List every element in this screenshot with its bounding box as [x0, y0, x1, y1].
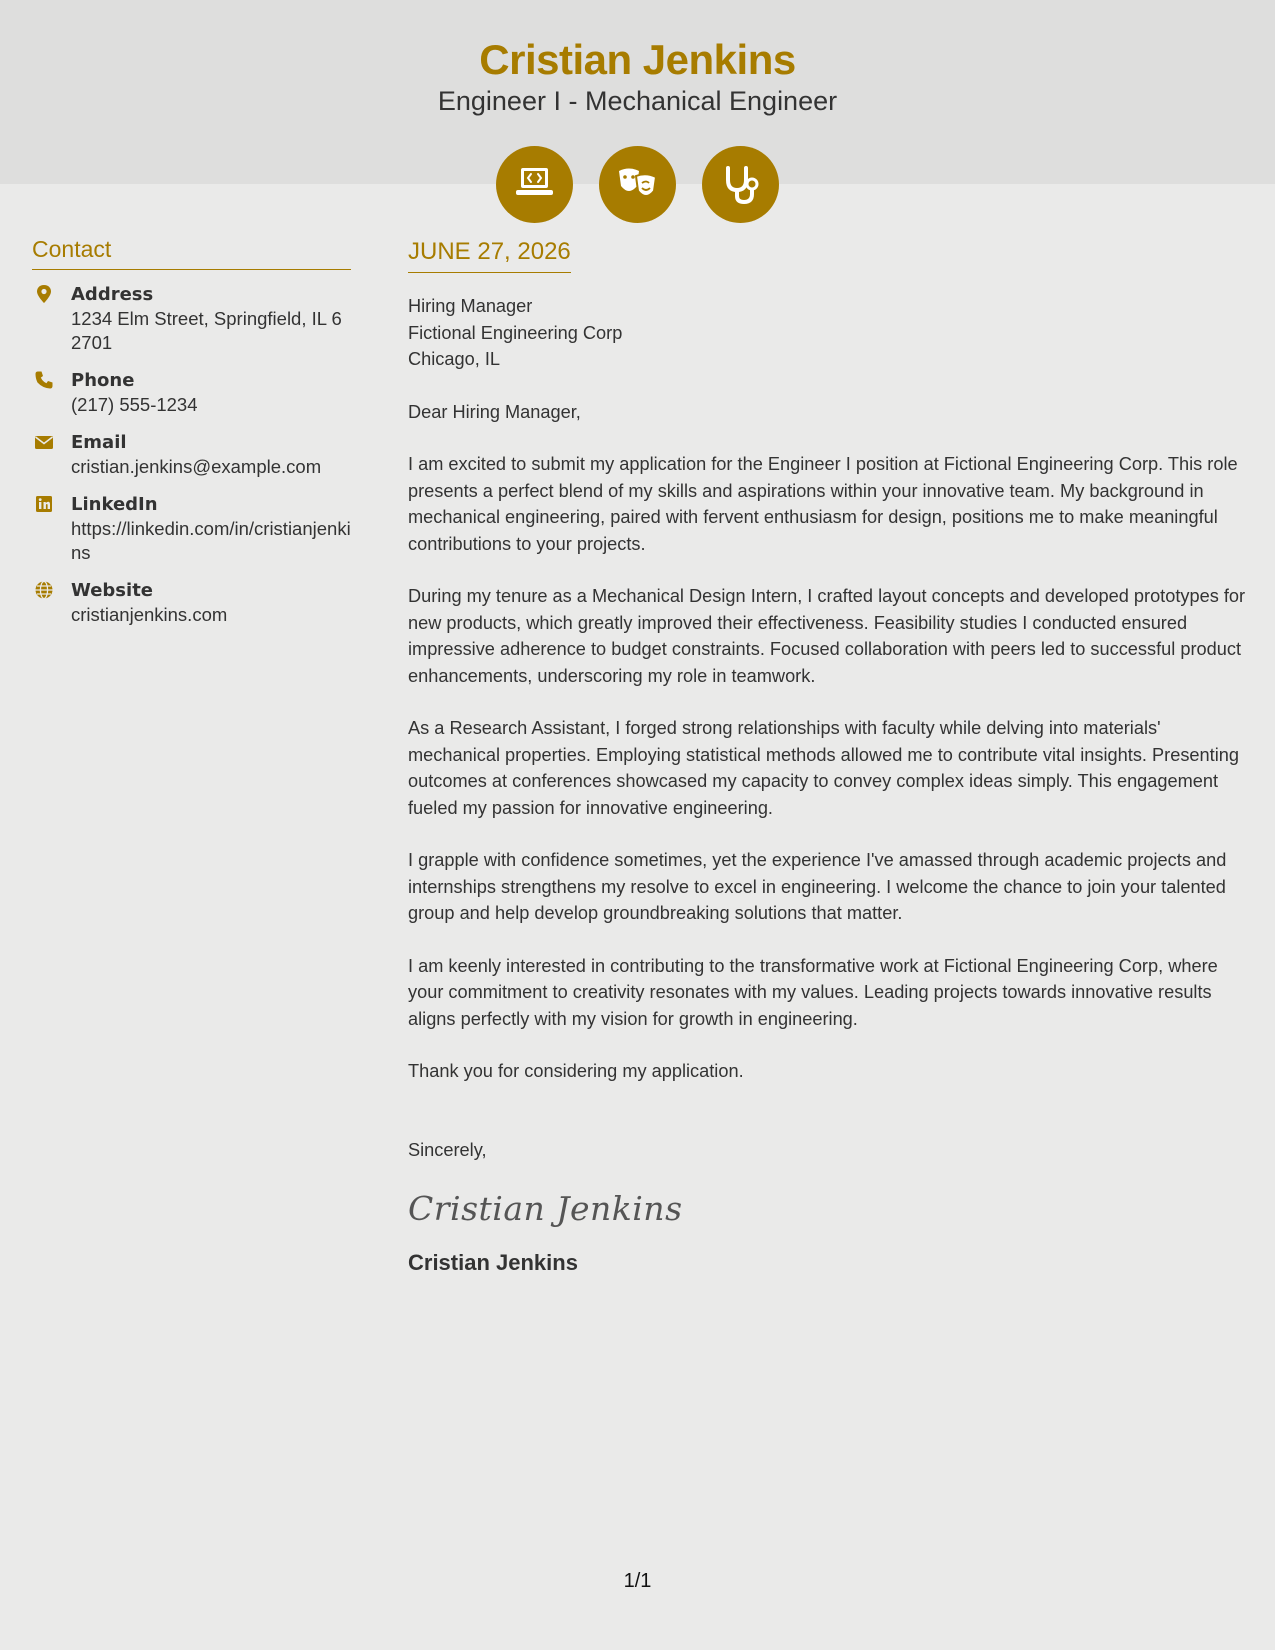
- map-pin-icon: [34, 284, 54, 304]
- contact-label: Address: [71, 284, 154, 305]
- signed-name: Cristian Jenkins: [408, 1250, 578, 1275]
- body-paragraph: As a Research Assistant, I forged strong relationships with faculty while delving into materials' mechanical properties. Employing statistical methods allowed me to contribute vital insights. Presenting outcomes at conferences showcased my capacity to convey complex ideas simply. This engagement fueled my passion for innovative engineering.: [408, 718, 1239, 818]
- body-paragraph: I am keenly interested in contributing to the transformative work at Fictional Engineering Corp, where your commitment to creativity resonates with my values. Leading projects towards innovative results aligns perfectly with my vision for growth in engineering.: [408, 955, 1218, 1029]
- greeting: Dear Hiring Manager,: [408, 401, 581, 422]
- stethoscope-icon: [702, 146, 779, 223]
- recipient-block: [408, 293, 1250, 373]
- linkedin-icon: [34, 494, 54, 514]
- body-paragraph: I grapple with confidence sometimes, yet the experience I've amassed through academic projects and internships strengthens my resolve to excel in engineering. I welcome the chance to join your talented group and help develop groundbreaking solutions that matter.: [408, 850, 1227, 923]
- candidate-name: Cristian Jenkins: [479, 36, 796, 83]
- closing-line: Thank you for considering my application.: [408, 1061, 744, 1081]
- laptop-code-icon: [496, 146, 573, 223]
- globe-icon: [34, 580, 54, 600]
- recipient-line: Chicago, IL: [408, 349, 501, 369]
- contact-phone: [32, 369, 351, 417]
- contact-heading: Contact: [32, 236, 351, 270]
- recipient-line: Hiring Manager: [408, 296, 533, 316]
- contact-label: Phone: [71, 370, 135, 391]
- body-paragraph: During my tenure as a Mechanical Design Intern, I crafted layout concepts and developed prototypes for new products, which greatly improved their effectiveness. Feasibility studies I conducted ensured impressive adherence to budget constraints. Focused collaboration with peers led to successful product enhancements, underscoring my role in teamwork.: [408, 586, 1246, 686]
- page-number: 1/1: [623, 1570, 652, 1592]
- contact-linkedin: [32, 493, 351, 565]
- contact-value: (217) 555-1234: [71, 394, 198, 415]
- body-paragraph: I am excited to submit my application for the Engineer I position at Fictional Engineering Corp. This role presents a perfect blend of my skills and aspirations within your innovative team. My background in mechanical engineering, paired with fervent enthusiasm for design, positions me to make meaningful contributions to your projects.: [408, 454, 1238, 554]
- contact-sidebar: [32, 236, 351, 641]
- theater-masks-icon: [599, 146, 676, 223]
- letter-date: JUNE 27, 2026: [408, 238, 571, 265]
- interest-icons: [496, 146, 779, 223]
- contact-label: LinkedIn: [71, 494, 158, 515]
- contact-value[interactable]: https://linkedin.com/in/cristianjenkins: [71, 518, 351, 563]
- contact-value[interactable]: cristian.jenkins@example.com: [71, 456, 322, 477]
- envelope-icon: [34, 432, 54, 452]
- contact-value: 1234 Elm Street, Springfield, IL 62701: [71, 308, 342, 353]
- candidate-title: Engineer I - Mechanical Engineer: [437, 86, 838, 116]
- contact-website: [32, 579, 351, 627]
- phone-icon: [34, 370, 54, 390]
- contact-label: Email: [71, 432, 127, 453]
- signature: Cristian Jenkins: [408, 1189, 683, 1228]
- recipient-line: Fictional Engineering Corp: [408, 322, 623, 343]
- contact-value[interactable]: cristianjenkins.com: [71, 604, 228, 625]
- date-block: [408, 238, 571, 273]
- sign-off: Sincerely,: [408, 1139, 487, 1160]
- contact-label: Website: [71, 580, 154, 601]
- contact-address: [32, 283, 351, 355]
- letter-body: [408, 238, 1250, 1276]
- contact-list: [32, 283, 351, 627]
- contact-email: [32, 431, 351, 479]
